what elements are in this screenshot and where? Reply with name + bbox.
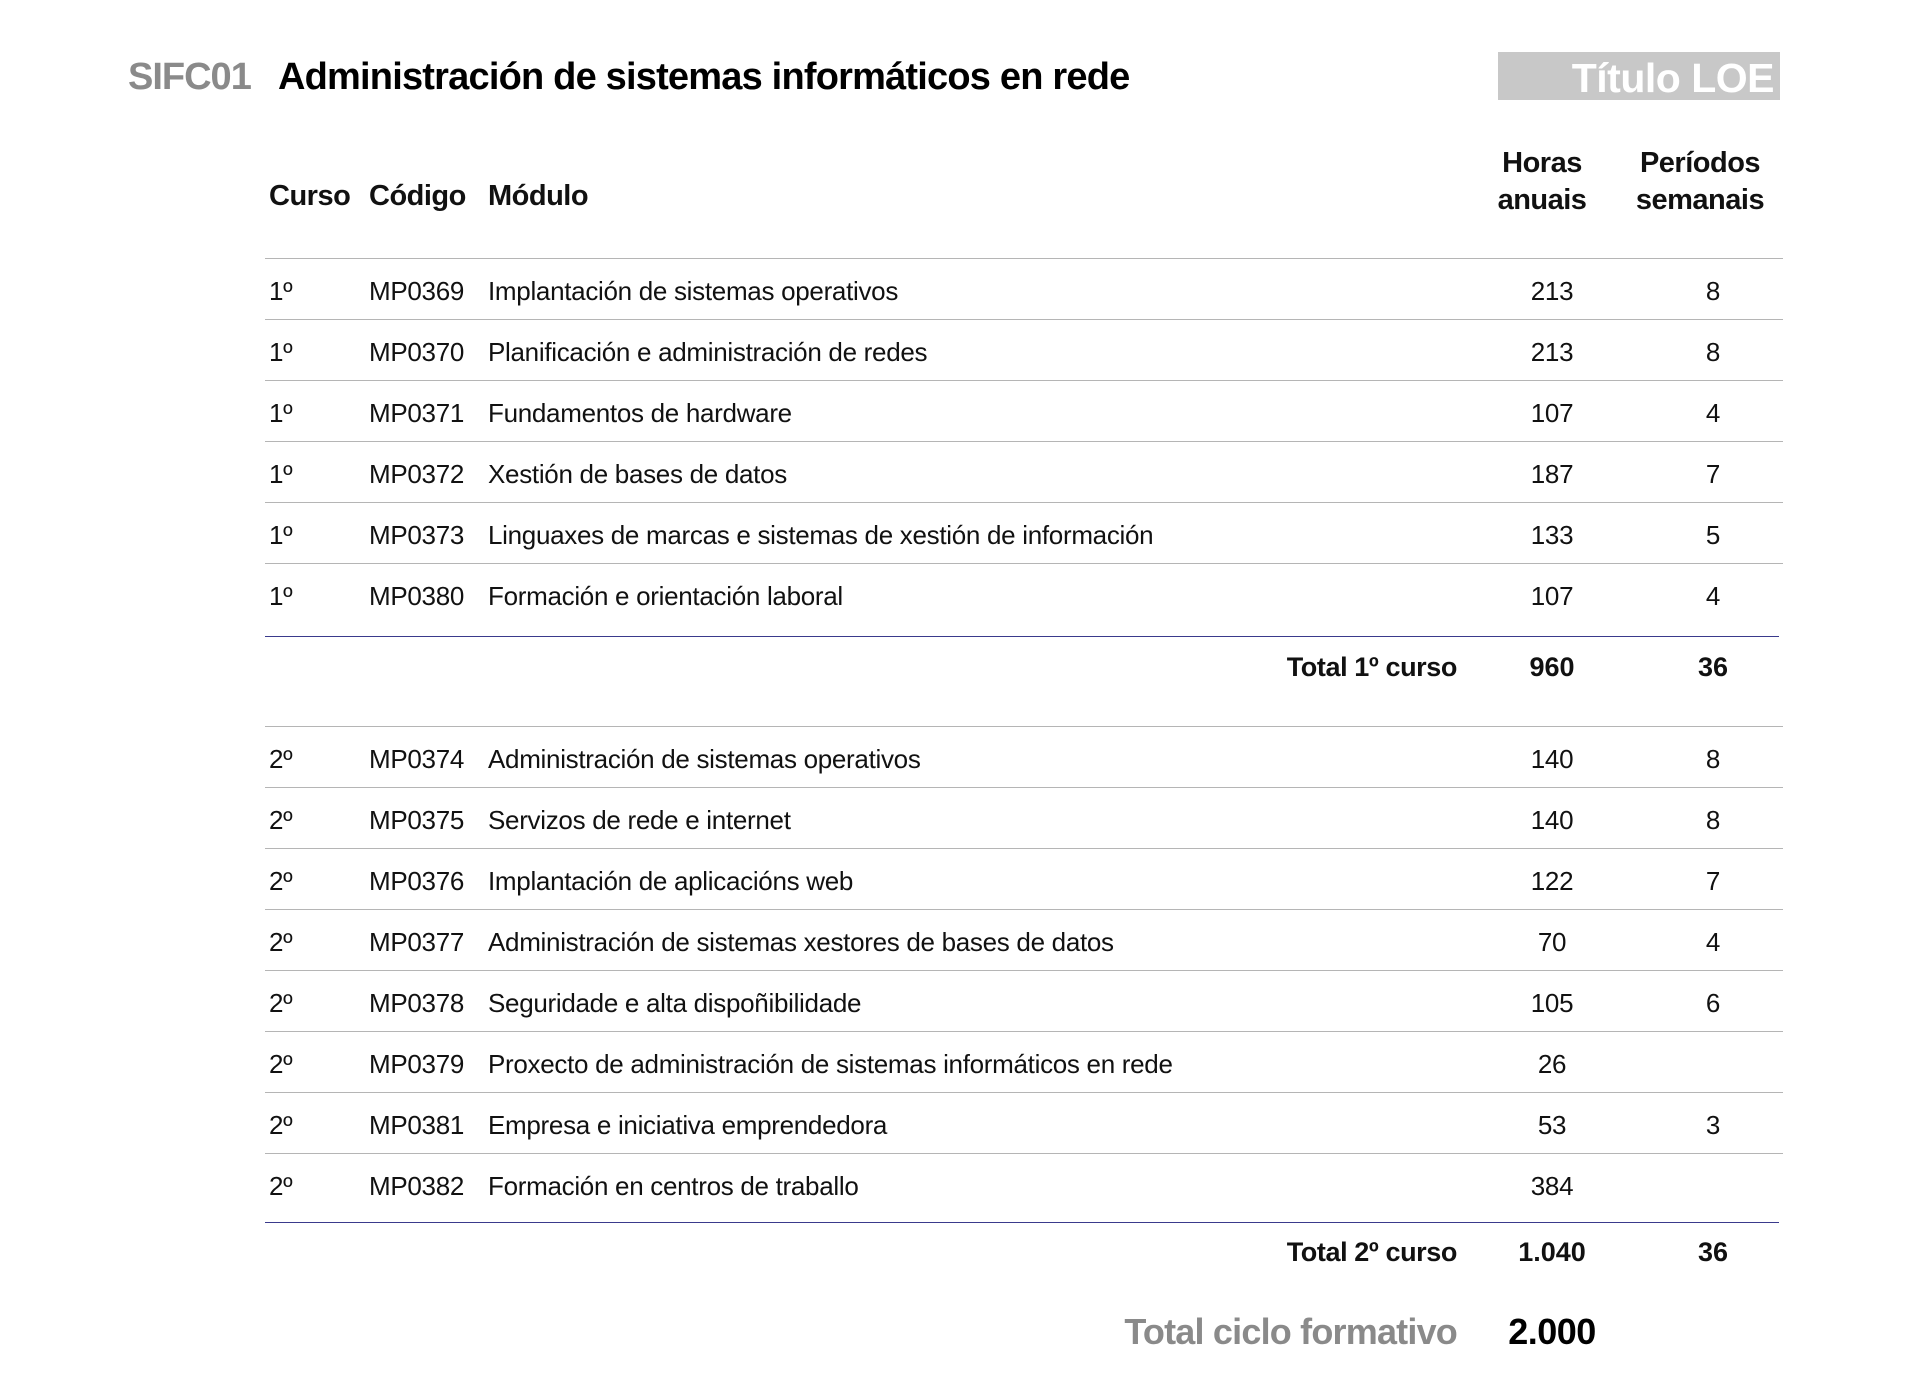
course1-total-divider: [265, 636, 1779, 637]
table-row: [265, 909, 1783, 971]
table-row: [265, 726, 1783, 788]
cell-modulo: Administración de sistemas xestores de bases de datos: [488, 927, 1114, 957]
cell-codigo: MP0373: [369, 520, 465, 550]
cell-horas: 105: [1530, 988, 1574, 1018]
table-row: [265, 563, 1783, 625]
cell-codigo: MP0377: [369, 927, 465, 957]
cell-periodos: 7: [1705, 866, 1721, 896]
course1-total-label: Total 1º curso: [1286, 652, 1457, 682]
cell-modulo: Linguaxes de marcas e sistemas de xestión de información: [488, 520, 1154, 550]
table-row: [265, 1153, 1783, 1215]
column-header-codigo: Código: [369, 180, 466, 212]
cell-modulo: Seguridade e alta dispoñibilidade: [488, 988, 862, 1018]
table-row: [265, 848, 1783, 910]
column-header-modulo: Módulo: [488, 180, 589, 212]
table-row: [265, 441, 1783, 503]
cell-horas: 53: [1537, 1110, 1567, 1140]
table-row: [265, 258, 1783, 320]
cell-modulo: Formación e orientación laboral: [488, 581, 843, 611]
cell-modulo: Formación en centros de traballo: [488, 1171, 859, 1201]
cell-horas: 213: [1530, 337, 1574, 367]
cell-periodos: 8: [1705, 744, 1721, 774]
cell-curso: 2º: [269, 927, 293, 957]
cell-horas: 187: [1530, 459, 1574, 489]
course2-total-label: Total 2º curso: [1286, 1237, 1457, 1267]
cell-codigo: MP0369: [369, 276, 465, 306]
cell-modulo: Proxecto de administración de sistemas informáticos en rede: [488, 1049, 1173, 1079]
cell-curso: 1º: [269, 581, 293, 611]
cell-horas: 26: [1537, 1049, 1567, 1079]
grand-total-value: 2.000: [1508, 1311, 1596, 1352]
cell-curso: 1º: [269, 337, 293, 367]
cell-modulo: Empresa e iniciativa emprendedora: [488, 1110, 888, 1140]
column-header-horas: [1472, 145, 1612, 219]
table-row: [265, 380, 1783, 442]
column-header-periodos-line1: Períodos: [1639, 147, 1761, 179]
course1-total-periodos: 36: [1697, 652, 1729, 682]
cell-curso: 2º: [269, 805, 293, 835]
cell-modulo: Implantación de aplicacións web: [488, 866, 854, 896]
cell-curso: 1º: [269, 276, 293, 306]
cell-curso: 2º: [269, 1049, 293, 1079]
table-row: [265, 1092, 1783, 1154]
cell-curso: 2º: [269, 988, 293, 1018]
column-header-curso: Curso: [269, 180, 351, 212]
cell-horas: 133: [1530, 520, 1574, 550]
cell-horas: 384: [1530, 1171, 1574, 1201]
table-row: [265, 1031, 1783, 1093]
cell-curso: 2º: [269, 744, 293, 774]
cell-codigo: MP0376: [369, 866, 465, 896]
cell-curso: 1º: [269, 520, 293, 550]
course2-total-periodos: 36: [1697, 1237, 1729, 1267]
column-header-periodos-line2: semanais: [1635, 184, 1765, 216]
table-row: [265, 970, 1783, 1032]
cell-periodos: 5: [1705, 520, 1721, 550]
cell-modulo: Fundamentos de hardware: [488, 398, 792, 428]
cell-codigo: MP0374: [369, 744, 465, 774]
cell-periodos: 8: [1705, 276, 1721, 306]
table-row: [265, 787, 1783, 849]
cell-periodos: 7: [1705, 459, 1721, 489]
cell-periodos: 8: [1705, 805, 1721, 835]
column-header-periodos: [1625, 145, 1775, 219]
cell-codigo: MP0382: [369, 1171, 465, 1201]
cell-codigo: MP0375: [369, 805, 465, 835]
cell-modulo: Administración de sistemas operativos: [488, 744, 921, 774]
cell-codigo: MP0371: [369, 398, 465, 428]
cell-codigo: MP0381: [369, 1110, 465, 1140]
cell-periodos: 4: [1705, 581, 1721, 611]
cell-horas: 122: [1530, 866, 1574, 896]
cell-horas: 70: [1537, 927, 1567, 957]
column-header-horas-line1: Horas: [1502, 147, 1582, 179]
cell-curso: 2º: [269, 866, 293, 896]
cell-modulo: Planificación e administración de redes: [488, 337, 928, 367]
cell-horas: 107: [1530, 398, 1574, 428]
course2-total-horas: 1.040: [1518, 1237, 1586, 1267]
cell-periodos: 8: [1705, 337, 1721, 367]
cell-periodos: 4: [1705, 927, 1721, 957]
title-badge: Título LOE: [1498, 52, 1780, 100]
cell-codigo: MP0379: [369, 1049, 465, 1079]
cell-codigo: MP0378: [369, 988, 465, 1018]
course1-total-horas: 960: [1529, 652, 1575, 682]
cell-horas: 140: [1530, 805, 1574, 835]
course2-total-divider: [265, 1222, 1779, 1223]
page-title: Administración de sistemas informáticos en rede: [278, 56, 1130, 98]
table-row: [265, 502, 1783, 564]
cell-codigo: MP0370: [369, 337, 465, 367]
cell-horas: 140: [1530, 744, 1574, 774]
cell-curso: 2º: [269, 1171, 293, 1201]
cell-modulo: Servizos de rede e internet: [488, 805, 791, 835]
table-row: [265, 319, 1783, 381]
cell-curso: 1º: [269, 459, 293, 489]
cycle-code: SIFC01: [128, 56, 251, 98]
cell-periodos: 3: [1705, 1110, 1721, 1140]
cell-modulo: Xestión de bases de datos: [488, 459, 787, 489]
cell-modulo: Implantación de sistemas operativos: [488, 276, 899, 306]
cell-curso: 1º: [269, 398, 293, 428]
cell-horas: 107: [1530, 581, 1574, 611]
cell-horas: 213: [1530, 276, 1574, 306]
cell-codigo: MP0372: [369, 459, 465, 489]
cell-periodos: 4: [1705, 398, 1721, 428]
cell-periodos: 6: [1705, 988, 1721, 1018]
cell-codigo: MP0380: [369, 581, 465, 611]
grand-total-label: Total ciclo formativo: [1124, 1311, 1457, 1352]
cell-curso: 2º: [269, 1110, 293, 1140]
column-header-horas-line2: anuais: [1497, 184, 1587, 216]
